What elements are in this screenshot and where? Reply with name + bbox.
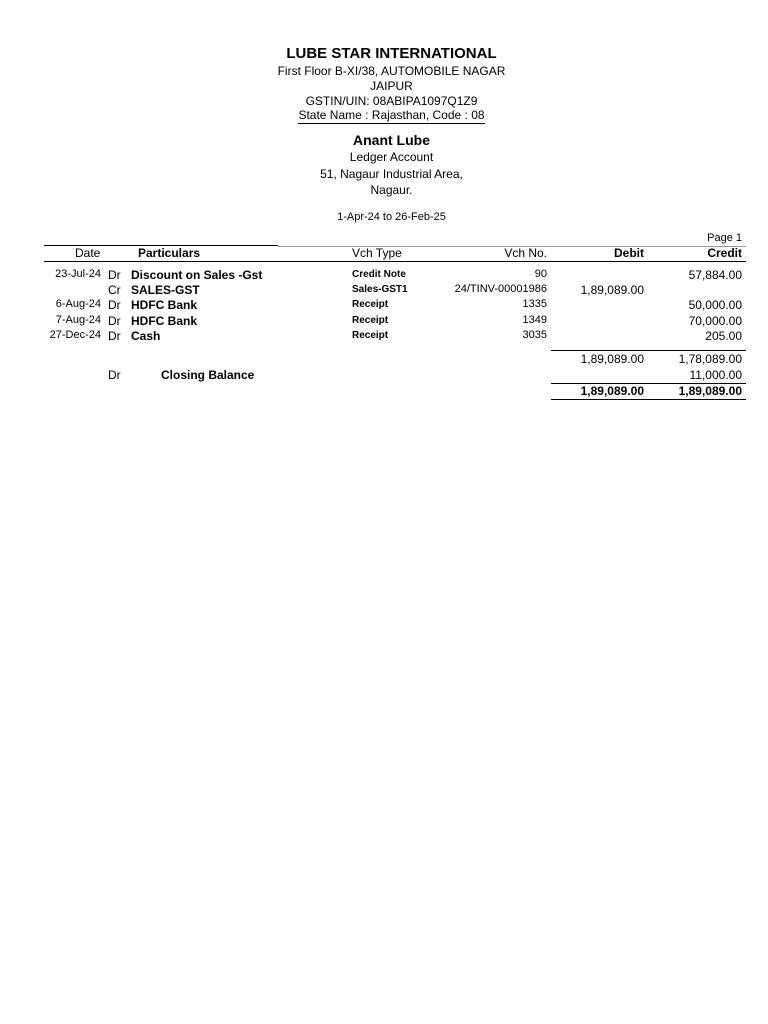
subtotal-rule — [551, 350, 746, 351]
closing-drcr: Dr — [108, 368, 121, 382]
party-address-line2: Nagaur. — [370, 183, 413, 197]
column-header-credit: Credit — [707, 246, 742, 260]
entry-vch-no: 90 — [534, 268, 547, 280]
header-rule-right — [278, 246, 746, 247]
entry-particulars: Cash — [131, 329, 161, 343]
company-name: LUBE STAR INTERNATIONAL — [286, 45, 497, 62]
entry-drcr: Cr — [108, 283, 121, 297]
page-number: Page 1 — [707, 232, 742, 244]
table-row — [0, 314, 768, 330]
entry-particulars: SALES-GST — [131, 283, 200, 297]
entry-particulars: HDFC Bank — [131, 314, 198, 328]
entry-date: 27-Dec-24 — [49, 329, 101, 341]
header-rule-bottom — [44, 261, 746, 262]
entry-credit: 50,000.00 — [688, 298, 742, 312]
entry-drcr: Dr — [108, 329, 121, 343]
company-address-line2: JAIPUR — [370, 79, 413, 93]
entry-vch-type: Credit Note — [352, 269, 406, 280]
subtotal-credit: 1,78,089.00 — [678, 352, 742, 366]
closing-balance-row — [0, 368, 768, 384]
subtotal-debit: 1,89,089.00 — [580, 352, 644, 366]
entry-date: 23-Jul-24 — [55, 268, 101, 280]
company-gstin: GSTIN/UIN: 08ABIPA1097Q1Z9 — [305, 94, 478, 108]
grand-total-credit: 1,89,089.00 — [678, 384, 742, 398]
company-state-text: State Name : Rajasthan, Code : 08 — [298, 108, 485, 122]
column-header-vch-type: Vch Type — [352, 246, 402, 260]
entry-vch-type: Sales-GST1 — [352, 284, 408, 295]
entry-date: 7-Aug-24 — [55, 314, 101, 326]
entry-vch-type: Receipt — [352, 330, 389, 341]
column-header-particulars: Particulars — [138, 246, 201, 260]
subtotal-row — [0, 352, 768, 368]
entry-credit: 57,884.00 — [688, 268, 742, 282]
closing-balance-label: Closing Balance — [161, 368, 255, 382]
entry-debit: 1,89,089.00 — [580, 283, 644, 297]
entry-vch-type: Receipt — [352, 299, 389, 310]
entry-drcr: Dr — [108, 298, 121, 312]
entry-credit: 205.00 — [705, 329, 742, 343]
ledger-period: 1-Apr-24 to 26-Feb-25 — [337, 211, 446, 223]
entry-particulars: Discount on Sales -Gst — [131, 268, 263, 282]
party-name: Anant Lube — [353, 132, 430, 148]
grand-total-row — [0, 384, 768, 400]
entry-vch-no: 1335 — [522, 298, 547, 310]
column-header-vch-no: Vch No. — [504, 246, 547, 260]
company-address-line1: First Floor B-XI/38, AUTOMOBILE NAGAR — [277, 64, 506, 78]
total-rule-bottom — [551, 399, 746, 400]
entry-vch-no: 3035 — [522, 329, 547, 341]
ledger-title: Ledger Account — [349, 150, 434, 164]
table-row — [0, 329, 768, 345]
table-row — [0, 268, 768, 284]
table-row — [0, 283, 768, 299]
entry-particulars: HDFC Bank — [131, 298, 198, 312]
closing-credit: 11,000.00 — [689, 368, 742, 382]
column-header-debit: Debit — [614, 246, 644, 260]
column-header-date: Date — [75, 246, 101, 260]
entry-drcr: Dr — [108, 268, 121, 282]
party-address-line1: 51, Nagaur Industrial Area, — [320, 167, 463, 181]
grand-total-debit: 1,89,089.00 — [580, 384, 644, 398]
entry-credit: 70,000.00 — [688, 314, 742, 328]
entry-vch-no: 1349 — [522, 314, 547, 326]
entry-date: 6-Aug-24 — [55, 298, 101, 310]
entry-vch-type: Receipt — [352, 315, 389, 326]
table-row — [0, 298, 768, 314]
entry-vch-no: 24/TINV-00001986 — [454, 283, 547, 295]
entry-drcr: Dr — [108, 314, 121, 328]
header-rule-left — [44, 245, 278, 246]
company-state — [0, 108, 768, 122]
